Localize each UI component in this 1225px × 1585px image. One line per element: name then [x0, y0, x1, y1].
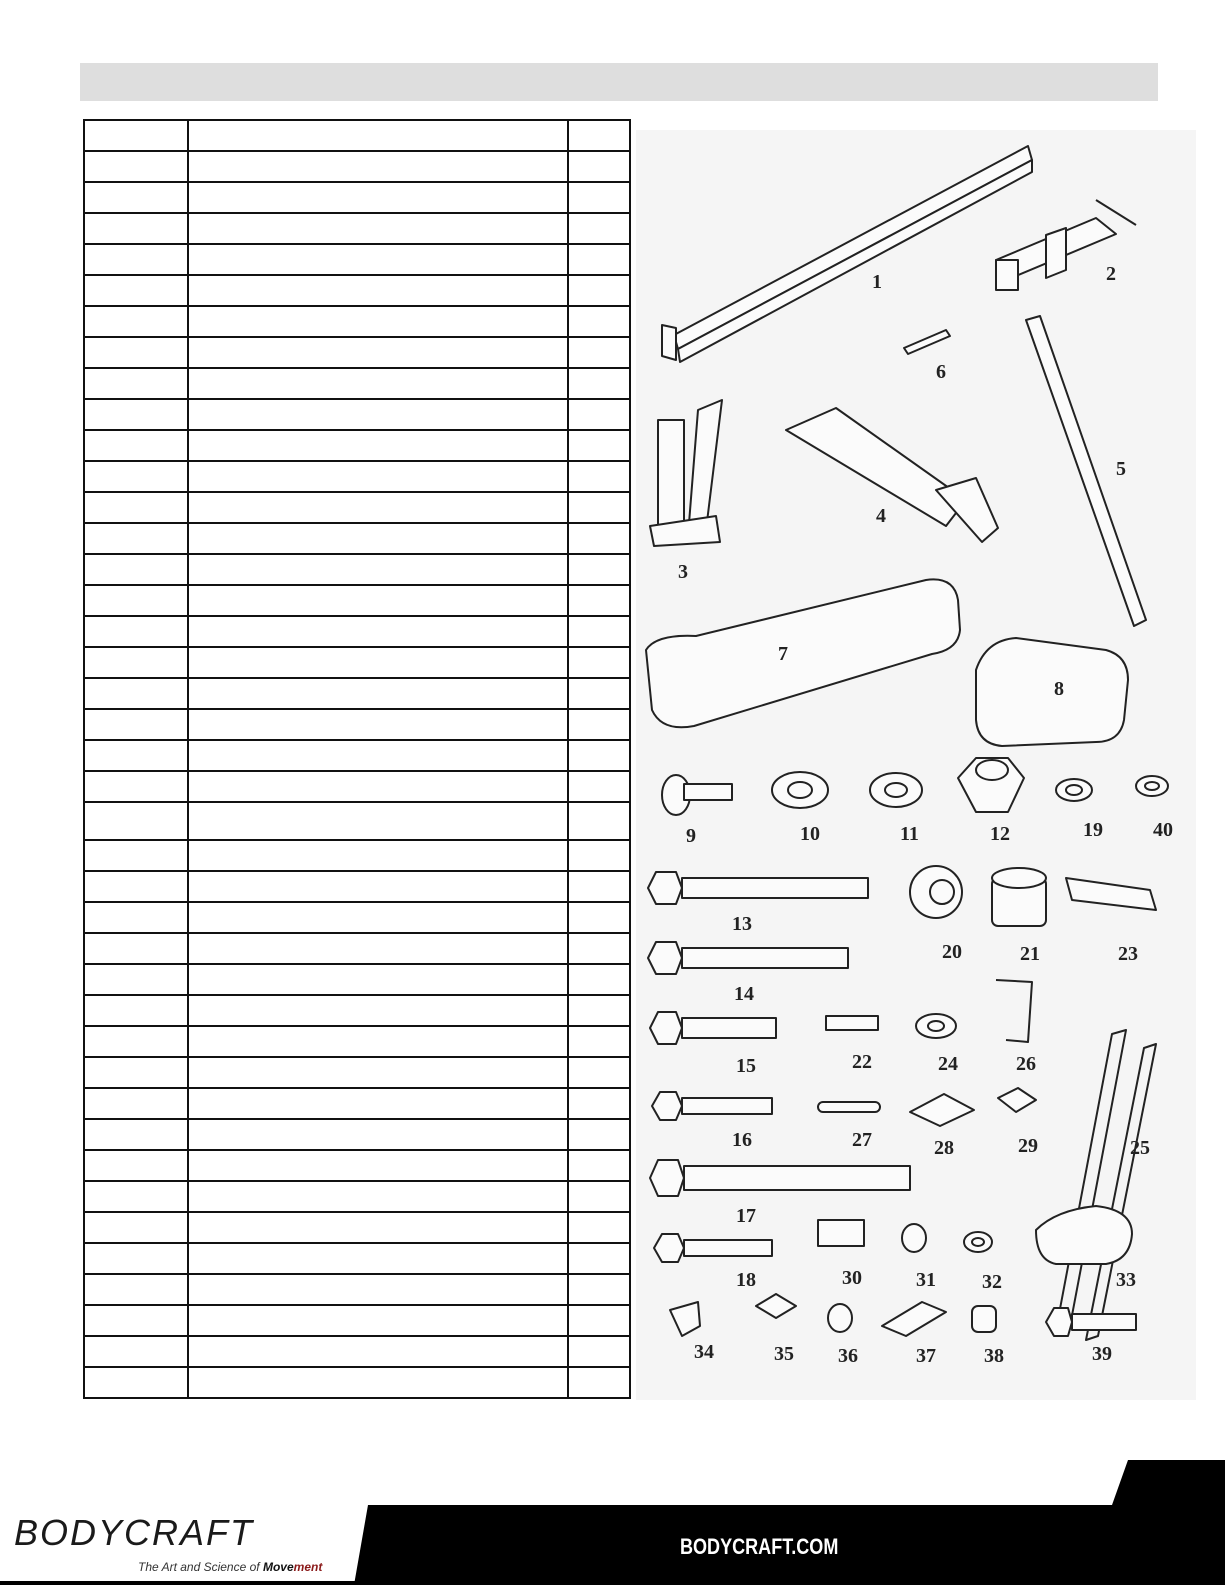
part-number-cell [84, 1212, 188, 1243]
part-number-cell [84, 995, 188, 1026]
description-cell [188, 1274, 568, 1305]
description-cell [188, 1119, 568, 1150]
part-number-cell [84, 1243, 188, 1274]
quantity-cell [568, 430, 630, 461]
table-row [84, 244, 630, 275]
table-row [84, 1243, 630, 1274]
table-row [84, 678, 630, 709]
part-number-cell [84, 1367, 188, 1398]
description-cell [188, 771, 568, 802]
description-cell [188, 585, 568, 616]
quantity-cell [568, 771, 630, 802]
part-number-cell [84, 871, 188, 902]
table-row [84, 337, 630, 368]
quantity-cell [568, 275, 630, 306]
part-number-cell [84, 802, 188, 840]
description-cell [188, 709, 568, 740]
table-row [84, 1212, 630, 1243]
part-number-cell [84, 554, 188, 585]
table-row [84, 995, 630, 1026]
description-cell [188, 151, 568, 182]
part-label: 33 [1116, 1269, 1136, 1291]
description-cell [188, 306, 568, 337]
part-number-cell [84, 1181, 188, 1212]
description-cell [188, 616, 568, 647]
table-row [84, 368, 630, 399]
quantity-cell [568, 1367, 630, 1398]
part-number-cell [84, 678, 188, 709]
part-label: 39 [1092, 1343, 1112, 1365]
description-cell [188, 840, 568, 871]
description-cell [188, 647, 568, 678]
quantity-cell [568, 709, 630, 740]
part-label: 28 [934, 1137, 954, 1159]
part-label: 24 [938, 1053, 958, 1075]
table-row [84, 802, 630, 840]
quantity-cell [568, 964, 630, 995]
part-number-cell [84, 368, 188, 399]
quantity-cell [568, 554, 630, 585]
table-row [84, 709, 630, 740]
table-row [84, 492, 630, 523]
quantity-cell [568, 902, 630, 933]
quantity-cell [568, 1212, 630, 1243]
quantity-cell [568, 1026, 630, 1057]
part-number-cell [84, 1119, 188, 1150]
quantity-cell [568, 995, 630, 1026]
part-label: 13 [732, 913, 752, 935]
table-row [84, 1057, 630, 1088]
part-label: 37 [916, 1345, 936, 1367]
part-number-cell [84, 1088, 188, 1119]
part-label: 35 [774, 1343, 794, 1365]
exploded-parts-diagram [636, 130, 1196, 1400]
description-cell [188, 1212, 568, 1243]
table-row [84, 430, 630, 461]
quantity-cell [568, 213, 630, 244]
part-label: 4 [876, 505, 886, 527]
description-cell [188, 523, 568, 554]
part-label: 12 [990, 823, 1010, 845]
part-number-cell [84, 399, 188, 430]
description-cell [188, 1243, 568, 1274]
description-cell [188, 275, 568, 306]
description-cell [188, 492, 568, 523]
table-row [84, 647, 630, 678]
table-row [84, 740, 630, 771]
part-label: 8 [1054, 678, 1064, 700]
table-row [84, 1305, 630, 1336]
description-cell [188, 337, 568, 368]
table-row [84, 1119, 630, 1150]
description-cell [188, 399, 568, 430]
quantity-cell [568, 151, 630, 182]
part-number-cell [84, 647, 188, 678]
description-cell [188, 871, 568, 902]
part-label: 15 [736, 1055, 756, 1077]
table-row [84, 964, 630, 995]
part-label: 10 [800, 823, 820, 845]
part-8-seat-pad [976, 638, 1128, 746]
description-cell [188, 1150, 568, 1181]
description-cell [188, 368, 568, 399]
description-cell [188, 902, 568, 933]
part-label: 1 [872, 271, 882, 293]
description-cell [188, 1026, 568, 1057]
table-row [84, 840, 630, 871]
part-label: 17 [736, 1205, 756, 1227]
quantity-cell [568, 1305, 630, 1336]
part-number-cell [84, 771, 188, 802]
table-row [84, 1367, 630, 1398]
table-row [84, 213, 630, 244]
description-cell [188, 461, 568, 492]
quantity-cell [568, 492, 630, 523]
description-cell [188, 995, 568, 1026]
quantity-cell [568, 120, 630, 151]
part-number-cell [84, 616, 188, 647]
quantity-cell [568, 337, 630, 368]
part-number-cell [84, 182, 188, 213]
table-row [84, 616, 630, 647]
table-row [84, 771, 630, 802]
quantity-cell [568, 802, 630, 840]
quantity-cell [568, 399, 630, 430]
quantity-cell [568, 1274, 630, 1305]
quantity-cell [568, 461, 630, 492]
part-number-cell [84, 120, 188, 151]
part-number-cell [84, 492, 188, 523]
description-cell [188, 1181, 568, 1212]
part-label: 23 [1118, 943, 1138, 965]
part-label: 22 [852, 1051, 872, 1073]
description-cell [188, 678, 568, 709]
quantity-cell [568, 840, 630, 871]
description-cell [188, 554, 568, 585]
quantity-cell [568, 1181, 630, 1212]
part-label: 7 [778, 643, 788, 665]
part-label: 16 [732, 1129, 752, 1151]
part-number-cell [84, 709, 188, 740]
table-row [84, 182, 630, 213]
part-label: 40 [1153, 819, 1173, 841]
part-label: 9 [686, 825, 696, 847]
description-cell [188, 802, 568, 840]
part-number-cell [84, 840, 188, 871]
description-cell [188, 740, 568, 771]
quantity-cell [568, 1336, 630, 1367]
description-cell [188, 244, 568, 275]
table-row [84, 1181, 630, 1212]
quantity-cell [568, 368, 630, 399]
part-number-cell [84, 1336, 188, 1367]
part-number-cell [84, 1150, 188, 1181]
table-row [84, 902, 630, 933]
table-row [84, 1150, 630, 1181]
bodycraft-logo: BODYCRAFT [14, 1512, 255, 1553]
parts-table [83, 119, 631, 1399]
part-label: 2 [1106, 263, 1116, 285]
part-number-cell [84, 1305, 188, 1336]
part-label: 3 [678, 561, 688, 583]
description-cell [188, 1336, 568, 1367]
table-row [84, 1274, 630, 1305]
table-row [84, 399, 630, 430]
part-number-cell [84, 151, 188, 182]
quantity-cell [568, 871, 630, 902]
part-label: 34 [694, 1341, 714, 1363]
part-number-cell [84, 461, 188, 492]
part-label: 6 [936, 361, 946, 383]
description-cell [188, 964, 568, 995]
description-cell [188, 1057, 568, 1088]
quantity-cell [568, 523, 630, 554]
description-cell [188, 430, 568, 461]
part-number-cell [84, 1026, 188, 1057]
part-label: 29 [1018, 1135, 1038, 1157]
part-label: 36 [838, 1345, 858, 1367]
quantity-cell [568, 933, 630, 964]
quantity-cell [568, 1088, 630, 1119]
quantity-cell [568, 244, 630, 275]
part-label: 5 [1116, 458, 1126, 480]
table-row [84, 1026, 630, 1057]
table-row [84, 523, 630, 554]
table-row [84, 554, 630, 585]
description-cell [188, 120, 568, 151]
logo-tagline: The Art and Science of Movement [138, 1560, 323, 1574]
table-row [84, 1088, 630, 1119]
table-row [84, 585, 630, 616]
part-label: 18 [736, 1269, 756, 1291]
part-label: 38 [984, 1345, 1004, 1367]
part-number-cell [84, 964, 188, 995]
part-number-cell [84, 275, 188, 306]
description-cell [188, 1088, 568, 1119]
part-number-cell [84, 337, 188, 368]
quantity-cell [568, 1243, 630, 1274]
description-cell [188, 1367, 568, 1398]
website-link[interactable]: BODYCRAFT.COM [680, 1534, 839, 1559]
quantity-cell [568, 616, 630, 647]
quantity-cell [568, 647, 630, 678]
part-number-cell [84, 740, 188, 771]
part-label: 14 [734, 983, 754, 1005]
part-label: 25 [1130, 1137, 1150, 1159]
quantity-cell [568, 678, 630, 709]
description-cell [188, 1305, 568, 1336]
part-number-cell [84, 430, 188, 461]
description-cell [188, 213, 568, 244]
table-row [84, 275, 630, 306]
part-number-cell [84, 213, 188, 244]
part-number-cell [84, 1057, 188, 1088]
quantity-cell [568, 585, 630, 616]
table-row [84, 871, 630, 902]
part-label: 32 [982, 1271, 1002, 1293]
table-row [84, 461, 630, 492]
part-number-cell [84, 902, 188, 933]
part-label: 30 [842, 1267, 862, 1289]
quantity-cell [568, 1119, 630, 1150]
part-label: 26 [1016, 1053, 1036, 1075]
part-number-cell [84, 244, 188, 275]
part-number-cell [84, 933, 188, 964]
part-number-cell [84, 1274, 188, 1305]
quantity-cell [568, 1057, 630, 1088]
header-bar [80, 63, 1158, 101]
table-row [84, 306, 630, 337]
table-row [84, 120, 630, 151]
quantity-cell [568, 1150, 630, 1181]
description-cell [188, 182, 568, 213]
part-label: 19 [1083, 819, 1103, 841]
part-label: 20 [942, 941, 962, 963]
part-number-cell [84, 523, 188, 554]
table-row [84, 933, 630, 964]
part-label: 27 [852, 1129, 872, 1151]
description-cell [188, 933, 568, 964]
part-label: 21 [1020, 943, 1040, 965]
part-number-cell [84, 306, 188, 337]
part-number-cell [84, 585, 188, 616]
part-label: 11 [900, 823, 919, 845]
table-row [84, 1336, 630, 1367]
part-label: 31 [916, 1269, 936, 1291]
table-row [84, 151, 630, 182]
quantity-cell [568, 182, 630, 213]
quantity-cell [568, 740, 630, 771]
quantity-cell [568, 306, 630, 337]
